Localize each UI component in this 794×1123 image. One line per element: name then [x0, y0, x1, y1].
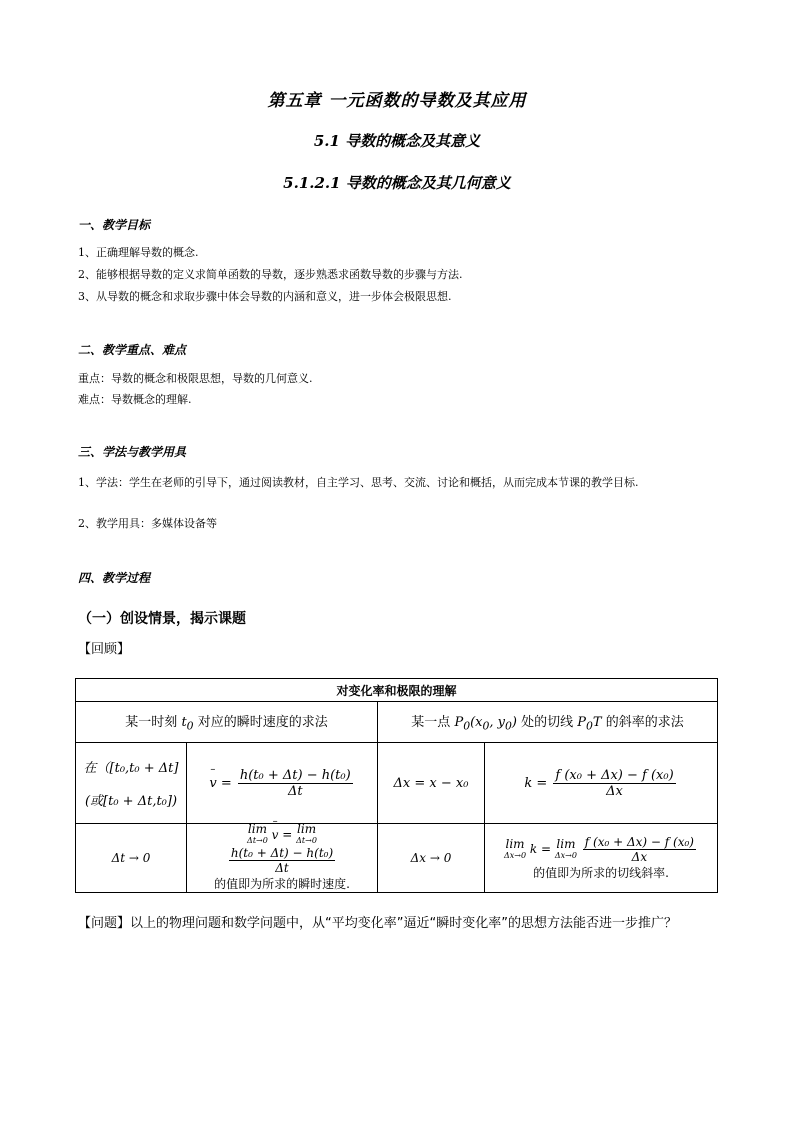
average-velocity-cell: – v = $\frac{\text{h(t₀ + Δt) − h(t₀)}}{\Delta t}$ — [187, 743, 378, 824]
velocity-column-header: 某一时刻 $t_0$ 对应的瞬时速度的求法 — [76, 702, 378, 743]
interval-line-2: (或[t₀ + Δt,t₀]) — [84, 794, 178, 809]
average-velocity-fraction: $\frac{\text{h(t₀ + Δt) − h(t₀)}}{\Delta t}$ — [239, 767, 351, 799]
review-label: 【回顾】 — [78, 642, 131, 657]
v-bar-symbol: – v — [209, 776, 216, 791]
instant-velocity-cell: lim Δt→0 – v = lim Δt→0 $\frac{\text{h(t₀ + Δt) − h(t₀)}}{\Delta t}$ 的值即为所求的瞬时速度. — [187, 824, 378, 893]
point-p0-symbol: $P_0(x_0$, $y_0$) — [454, 715, 517, 733]
tangent-slope-cell: lim Δx→0 k = lim Δx→0 $\frac{\text{f (x₀ + Δx) − f (x₀)}}{\Delta x}$ 的值即为所求的切线斜率. — [485, 824, 718, 893]
velocity-note: 的值即为所求的瞬时速度. — [214, 877, 350, 891]
process-subheading: （一）创设情景，揭示课题 — [78, 611, 246, 627]
instant-velocity-fraction: $\frac{\text{h(t₀ + Δt) − h(t₀)}}{\Delta t}$ — [230, 846, 334, 875]
section-title: 5.1 导数的概念及其意义 — [313, 132, 481, 150]
key-point-difficult: 难点：导数概念的理解. — [78, 393, 192, 406]
process-heading: 四、教学过程 — [78, 571, 151, 585]
delta-t-limit-cell: Δt → 0 — [76, 824, 187, 893]
chapter-title: 第五章 一元函数的导数及其应用 — [267, 91, 527, 111]
goal-item-2: 2、能够根据导数的定义求简单函数的导数，逐步熟悉求函数导数的步骤与方法. — [78, 268, 463, 281]
goal-item-3: 3、从导数的概念和求取步骤中体会导数的内涵和意义，进一步体会极限思想. — [78, 290, 452, 303]
methods-heading: 三、学法与教学用具 — [78, 445, 187, 459]
methods-item-2: 2、教学用具：多媒体设备等 — [78, 517, 217, 530]
line-p0t-symbol: $P_0T$ — [577, 715, 602, 733]
key-point-important: 重点：导数的概念和极限思想，导数的几何意义. — [78, 372, 313, 385]
interval-cell — [76, 743, 187, 824]
average-slope-fraction: $\frac{\text{f (x₀ + Δx) − f (x₀)}}{\Delta x}$ — [555, 767, 674, 799]
subsection-title: 5.1.2.1 导数的概念及其几何意义 — [283, 174, 511, 192]
table-title: 对变化率和极限的理解 — [76, 679, 718, 702]
rate-limit-table — [75, 678, 718, 893]
key-points-heading: 二、教学重点、难点 — [78, 343, 187, 357]
question-paragraph: 【问题】以上的物理问题和数学问题中，从“平均变化率”逼近“瞬时变化率”的思想方法能否进一步推广？ — [78, 916, 677, 931]
delta-x-limit-cell: Δx → 0 — [378, 824, 485, 893]
slope-column-header: 某一点 $P_0(x_0$, $y_0$) 处的切线 $P_0T$ 的斜率的求法 — [378, 702, 718, 743]
t0-symbol: $t_0$ — [181, 715, 194, 733]
goals-heading: 一、教学目标 — [78, 218, 151, 232]
average-slope-cell: k = $\frac{\text{f (x₀ + Δx) − f (x₀)}}{\Delta x}$ — [485, 743, 718, 824]
slope-note: 的值即为所求的切线斜率. — [533, 866, 669, 880]
goal-item-1: 1、正确理解导数的概念. — [78, 246, 199, 259]
lim-operator: lim Δt→0 — [247, 822, 268, 845]
methods-item-1: 1、学法：学生在老师的引导下，通过阅读教材，自主学习、思考、交流、讨论和概括，从而完成本节课的教学目标. — [78, 476, 639, 489]
delta-x-cell: Δx = x − x₀ — [378, 743, 485, 824]
tangent-slope-fraction: $\frac{\text{f (x₀ + Δx) − f (x₀)}}{\Delta x}$ — [584, 835, 694, 864]
interval-line-1: 在（[t₀,t₀ + Δt] — [83, 761, 179, 776]
